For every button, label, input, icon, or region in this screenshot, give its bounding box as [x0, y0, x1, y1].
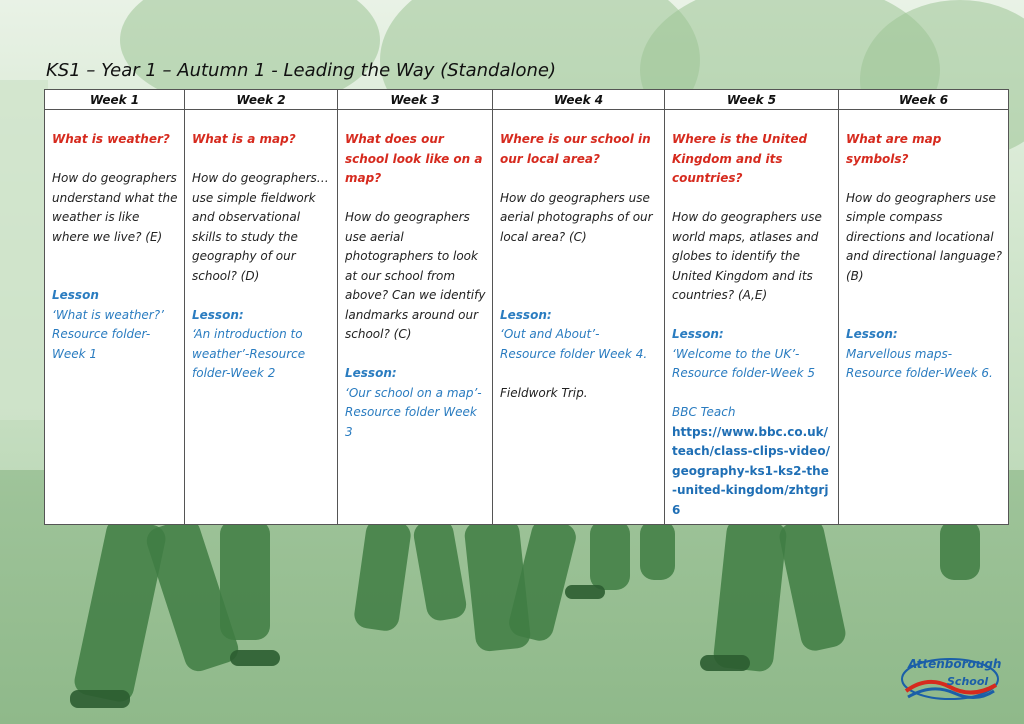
key-question: What does our school look like on a map? — [345, 132, 483, 185]
resource-label: BBC Teach — [672, 405, 736, 419]
week-header: Week 5 — [665, 90, 839, 110]
week-header: Week 6 — [839, 90, 1009, 110]
week-header: Week 3 — [338, 90, 493, 110]
week-3-cell — [338, 110, 493, 525]
key-question: Where is our school in our local area? — [500, 132, 651, 166]
inquiry-text: How do geographers use world maps, atlases and globes to identify the United Kingdom and its countries? (A,E) — [672, 210, 822, 302]
week-header: Week 4 — [493, 90, 665, 110]
week-6-cell — [839, 110, 1009, 525]
lesson-text: ‘An introduction to weather’-Resource folder-Week 2 — [192, 327, 306, 380]
lesson-text: ‘Out and About’- Resource folder Week 4. — [500, 327, 648, 361]
bbc-teach-link[interactable]: https://www.bbc.co.uk/teach/class-clips-video/geography-ks1-ks2-the-united-kingdom/zhtgrj6 — [672, 424, 830, 517]
lesson-heading: Lesson: — [846, 327, 898, 341]
logo-text: Attenborough — [908, 657, 1002, 671]
inquiry-text: How do geographers understand what the weather is like where we live? (E) — [52, 171, 178, 244]
lesson-heading: Lesson: — [500, 307, 552, 322]
inquiry-text: How do geographers use simple compass directions and locational and directional language? (B) — [846, 190, 1002, 283]
week-2-cell — [185, 110, 338, 525]
lesson-heading: Lesson: — [345, 366, 397, 380]
key-question: What are map symbols? — [846, 132, 942, 166]
logo-text: School — [947, 675, 989, 688]
key-question: What is weather? — [52, 132, 170, 146]
week-header: Week 1 — [45, 90, 185, 110]
inquiry-text: How do geographers use aerial photographers to look at our school from above? Can we identify landmarks around our school? (C) — [345, 210, 486, 341]
lesson-heading: Lesson: — [672, 327, 724, 341]
page-title: KS1 – Year 1 – Autumn 1 - Leading the Way (Standalone) — [46, 60, 557, 81]
lesson-text: ‘What is weather?’ Resource folder-Week 1 — [52, 307, 164, 361]
lesson-text: ‘Our school on a map’- Resource folder Week 3 — [345, 385, 482, 439]
fieldwork-note: Fieldwork Trip. — [500, 385, 588, 400]
table-header-row — [45, 90, 1009, 110]
inquiry-text: How do geographers…use simple fieldwork and observational skills to study the geography of our school? (D) — [192, 171, 329, 283]
key-question: Where is the United Kingdom and its countries? — [672, 132, 808, 185]
lesson-heading: Lesson: — [192, 307, 244, 322]
lesson-text: ‘Welcome to the UK’- Resource folder-Week 5 — [672, 346, 815, 380]
week-4-cell — [493, 110, 665, 525]
week-header: Week 2 — [185, 90, 338, 110]
curriculum-table — [44, 89, 1009, 525]
key-question: What is a map? — [192, 132, 296, 146]
lesson-heading: Lesson — [52, 288, 99, 302]
inquiry-text: How do geographers use aerial photographs of our local area? (C) — [500, 190, 653, 244]
lesson-text: Marvellous maps- Resource folder-Week 6. — [846, 346, 993, 380]
table-row — [45, 110, 1009, 525]
week-5-cell — [665, 110, 839, 525]
week-1-cell — [45, 110, 185, 525]
